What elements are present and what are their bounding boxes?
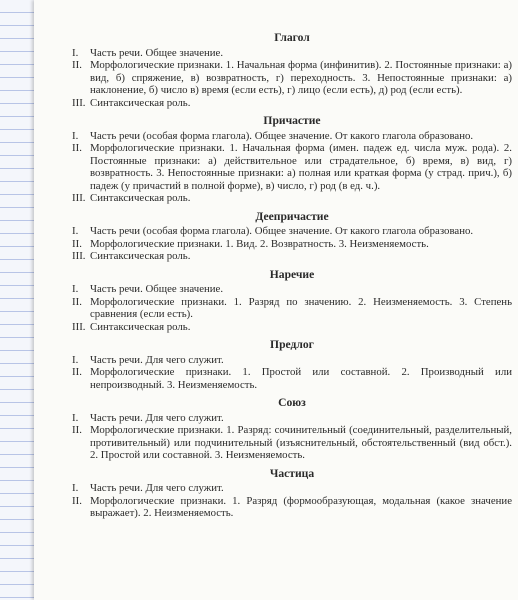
item-number: I. — [72, 411, 79, 424]
list-item — [72, 238, 512, 251]
list-item — [72, 424, 512, 462]
item-text: Морфологические признаки. 1. Начальная форма (инфинитив). 2. Постоянные признаки: а) вид, б) спряжение, в) возвратность, г) переходность. 3. Непостоянные признаки: а) наклонение, б) число в) время (если есть), г) лицо (если есть), д) род (если есть). — [90, 59, 512, 96]
item-text: Синтаксическая роль. — [90, 250, 191, 262]
list-item — [72, 250, 512, 263]
list-item — [72, 59, 512, 97]
section-title: Частица — [269, 466, 315, 480]
section-title: Предлог — [270, 338, 314, 351]
section-title: Деепричастие — [255, 209, 329, 223]
list-item — [72, 192, 512, 205]
document-content — [72, 32, 512, 526]
section-particle — [72, 468, 512, 520]
item-number: II. — [72, 142, 82, 154]
item-number: II. — [72, 295, 82, 308]
item-number: III. — [72, 250, 86, 262]
item-number: I. — [72, 46, 79, 59]
list-item — [72, 296, 512, 321]
item-text: Морфологические признаки. 1. Разряд по значению. 2. Неизменяемость. 3. Степень сравнения (если есть). — [90, 295, 512, 320]
item-text: Часть речи. Для чего служит. — [90, 482, 224, 494]
list-item — [72, 225, 512, 238]
item-number: I. — [72, 283, 79, 295]
list-item — [72, 283, 512, 296]
list-item — [72, 47, 512, 60]
item-number: II. — [72, 494, 82, 507]
item-text: Синтаксическая роль. — [90, 320, 191, 333]
item-number: I. — [72, 482, 79, 494]
item-text: Синтаксическая роль. — [90, 192, 191, 204]
item-text: Часть речи. Общее значение. — [90, 283, 224, 295]
item-number: II. — [72, 59, 82, 71]
item-text: Синтаксическая роль. — [90, 96, 191, 109]
list-item — [72, 482, 512, 495]
item-text: Морфологические признаки. 1. Простой или составной. 2. Производный или непроизводный. 3. Неизменяемость. — [90, 366, 512, 391]
section-title: Союз — [278, 396, 306, 409]
item-text: Часть речи. Общее значение. — [90, 46, 224, 59]
section-gerund — [72, 211, 512, 263]
item-text: Морфологические признаки. 1. Разряд: сочинительный (соединительный, разделительный, противительный) или подчинительный (изъяснительный, обстоятельственный (вид обст.). 2. Простой или составной. 3. Неизменяемость. — [90, 424, 512, 461]
item-text: Морфологические признаки. 1. Разряд (формообразующая, модальная (какое значение выражает). 2. Неизменяемость. — [90, 494, 512, 519]
item-number: III. — [72, 96, 86, 109]
list-item — [72, 97, 512, 110]
section-participle — [72, 115, 512, 205]
section-preposition — [72, 339, 512, 391]
document-page — [34, 0, 518, 600]
item-text: Морфологические признаки. 1. Начальная форма (имен. падеж ед. числа муж. рода). 2. Постоянные признаки: а) действительное или страдательное, б) время, в) вид, г) возвратность. 3. Непостоянные признаки: а) полная или краткая форма (у страд. прич.), б) падеж (у причастий в полной форме), в) число, г) род (в ед. ч.). — [90, 142, 512, 192]
list-item — [72, 412, 512, 425]
item-number: II. — [72, 366, 82, 378]
item-text: Часть речи (особая форма глагола). Общее значение. От какого глагола образовано. — [90, 225, 474, 237]
list-item — [72, 142, 512, 192]
section-conjunction — [72, 397, 512, 462]
item-text: Морфологические признаки. 1. Вид. 2. Возвратность. 3. Неизменяемость. — [90, 237, 429, 250]
section-adverb — [72, 269, 512, 334]
item-number: I. — [72, 129, 79, 142]
list-item — [72, 366, 512, 391]
item-number: II. — [72, 424, 82, 436]
list-item — [72, 130, 512, 143]
item-number: III. — [72, 192, 86, 204]
section-title: Наречие — [269, 267, 315, 281]
section-verb — [72, 32, 512, 109]
item-number: II. — [72, 237, 82, 250]
list-item — [72, 495, 512, 520]
list-item — [72, 354, 512, 367]
item-number: I. — [72, 225, 79, 237]
section-title: Причастие — [263, 114, 321, 127]
item-text: Часть речи. Для чего служит. — [90, 353, 224, 366]
item-number: III. — [72, 320, 86, 333]
item-text: Часть речи. Для чего служит. — [90, 411, 224, 424]
item-text: Часть речи (особая форма глагола). Общее значение. От какого глагола образовано. — [90, 129, 474, 142]
list-item — [72, 321, 512, 334]
section-title: Глагол — [274, 31, 310, 44]
item-number: I. — [72, 353, 79, 366]
